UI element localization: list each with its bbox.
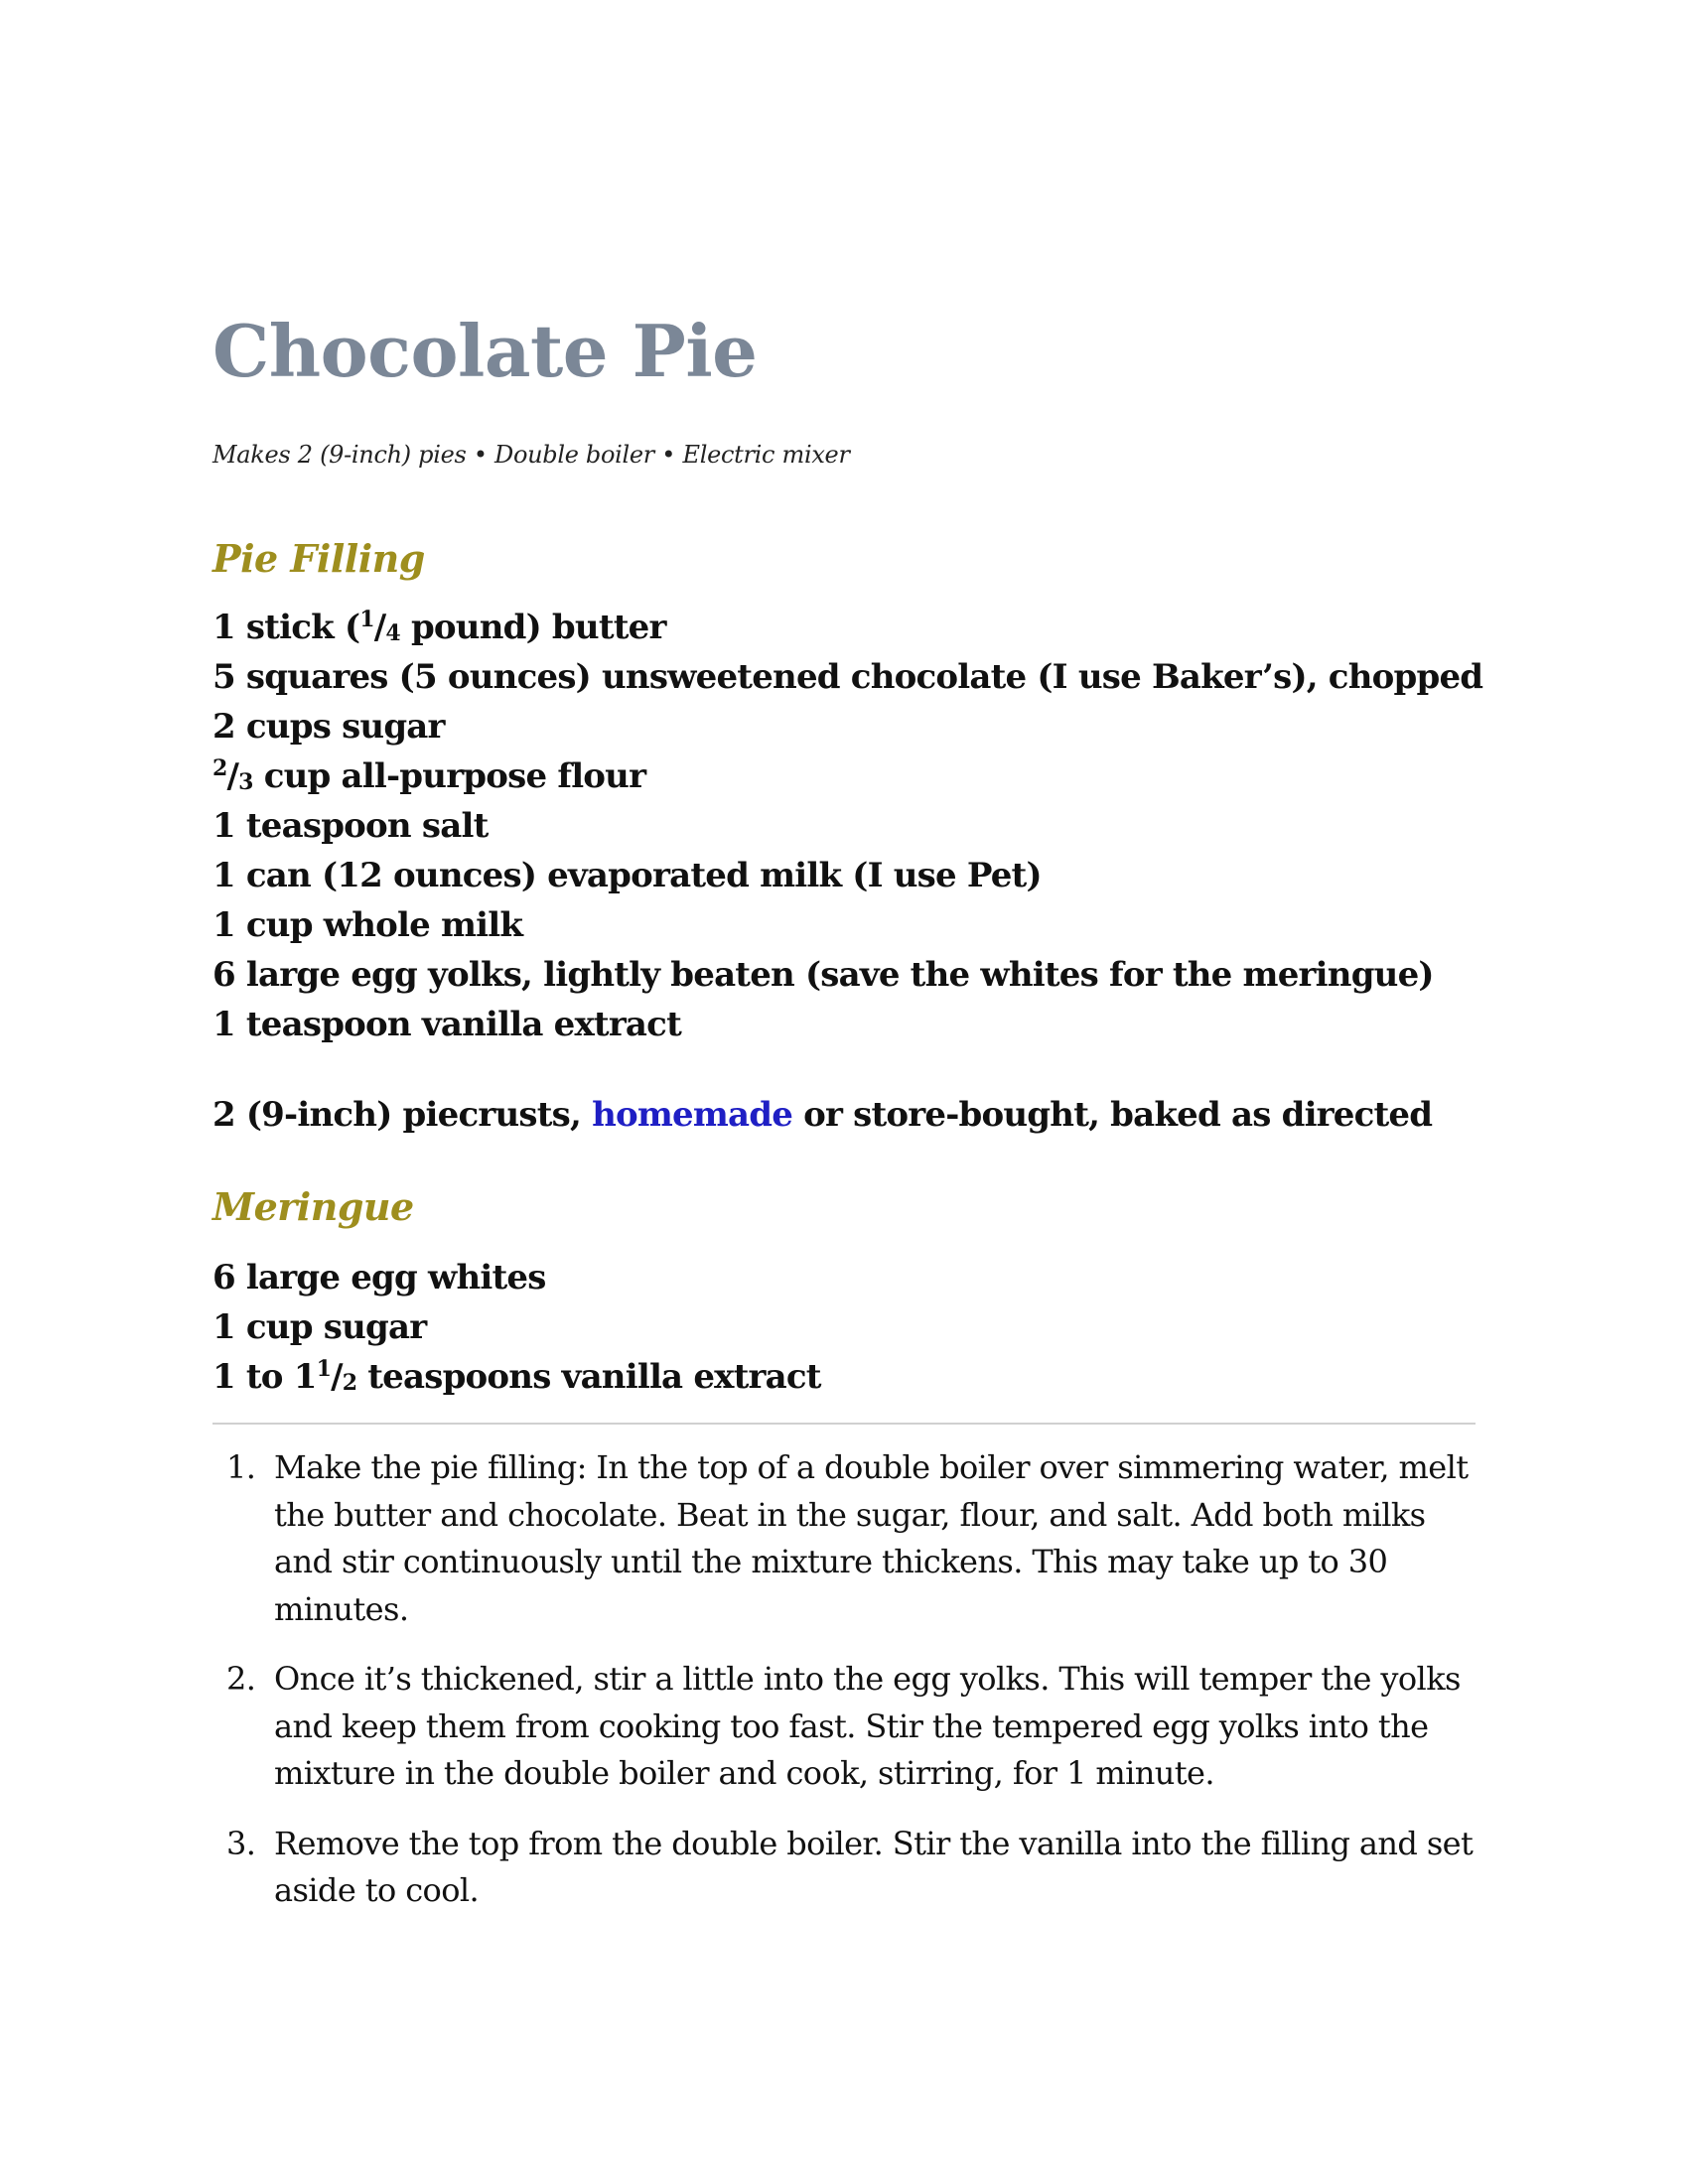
ingredient-text: or store-bought, baked as directed [792, 1095, 1433, 1135]
step-number: 3. [226, 1824, 256, 1862]
step-text: Remove the top from the double boiler. Stir the vanilla into the filling and set aside to cool. [274, 1824, 1474, 1909]
step-text: Once it’s thickened, stir a little into the egg yolks. This will temper the yolks and keep them from cooking too fast. Stir the tempered egg yolks into the mixture in the double boiler and cook, stirring, for 1 minute. [274, 1660, 1461, 1792]
meringue-heading: Meringue [212, 1184, 414, 1229]
ingredient-item: 5 squares (5 ounces) unsweetened chocolate (I use Baker’s), chopped [212, 657, 1483, 697]
ingredient-text: 1 stick ( [212, 608, 360, 647]
fraction-denominator: 2 [342, 1370, 357, 1396]
ingredient-item: 2 cups sugar [212, 707, 445, 747]
instruction-steps [212, 1444, 1478, 1938]
pie-filling-ingredients [212, 603, 1482, 1049]
instruction-step [212, 1821, 1478, 1915]
meringue-ingredients [212, 1253, 821, 1402]
ingredient-text: 1 to 1 [212, 1357, 317, 1397]
ingredient-item: 1 cup sugar [212, 1307, 427, 1347]
ingredient-text: teaspoons vanilla extract [356, 1357, 821, 1397]
piecrust-ingredient [212, 1090, 1432, 1140]
page-title: Chocolate Pie [212, 309, 758, 393]
ingredient-item: 1 stick ($^1/_4$ pound) butter [212, 607, 666, 647]
ingredient-text: 2 (9-inch) piecrusts, [212, 1095, 593, 1135]
ingredient-item: 1 teaspoon salt [212, 806, 489, 846]
step-number: 1. [226, 1448, 256, 1486]
ingredient-item: 1 to $1^1/_2$ teaspoons vanilla extract [212, 1356, 821, 1397]
fraction-numerator: 2 [212, 755, 227, 781]
ingredient-item: 6 large egg yolks, lightly beaten (save the whites for the meringue) [212, 955, 1434, 995]
ingredient-item: 1 cup whole milk [212, 905, 523, 945]
ingredient-item: 1 teaspoon vanilla extract [212, 1005, 681, 1044]
section-divider [212, 1423, 1476, 1425]
recipe-subtitle: Makes 2 (9-inch) pies • Double boiler • Electric mixer [212, 441, 850, 469]
ingredient-text: pound) butter [399, 608, 666, 647]
fraction-denominator: 3 [238, 769, 253, 795]
fraction-denominator: 4 [385, 620, 400, 646]
instruction-step [212, 1444, 1478, 1633]
ingredient-text: cup all-purpose flour [252, 756, 646, 796]
pie-filling-heading: Pie Filling [212, 536, 425, 581]
ingredient-item [212, 1090, 1432, 1140]
step-number: 2. [226, 1660, 256, 1698]
homemade-link[interactable]: homemade [592, 1095, 793, 1135]
step-text: Make the pie filling: In the top of a double boiler over simmering water, melt the butter and chocolate. Beat in the sugar, flour, and salt. Add both milks and stir continuously until the mixture thickens. This may take up to 30 minutes. [274, 1448, 1469, 1628]
instruction-step [212, 1656, 1478, 1798]
fraction-numerator: 1 [316, 1356, 332, 1382]
ingredient-item: $^2/_3$ cup all-purpose flour [212, 755, 646, 796]
ingredient-item: 6 large egg whites [212, 1258, 546, 1297]
ingredient-item: 1 can (12 ounces) evaporated milk (I use Pet) [212, 856, 1042, 895]
fraction-numerator: 1 [359, 607, 374, 632]
